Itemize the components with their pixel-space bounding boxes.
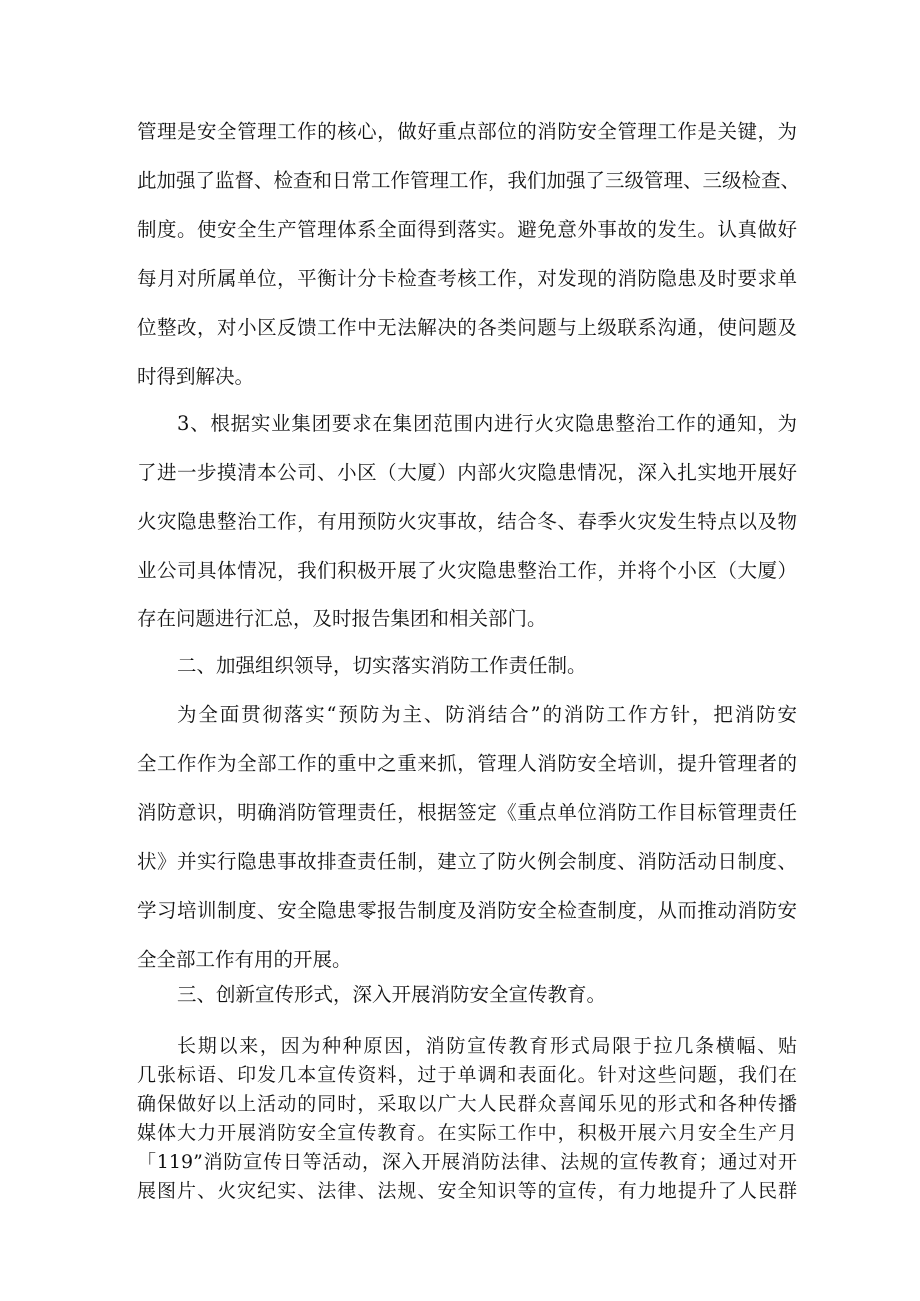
paragraph-line: 每月对所属单位，平衡计分卡检查考核工作，对发现的消防隐患及时要求单 [137,267,797,290]
paragraph-line: 时得到解决。 [137,365,255,388]
paragraph-line: 3、根据实业集团要求在集团范围内进行火灾隐患整治工作的通知，为 [177,412,797,435]
paragraph-line: 存在问题进行汇总，及时报告集团和相关部门。 [137,607,547,630]
paragraph-line: 全工作作为全部工作的重中之重来抓，管理人消防安全培训，提升管理者的 [137,752,797,775]
paragraph-line: 媒体大力开展消防安全宣传教育。在实际工作中，积极开展六月安全生产月 [137,1122,797,1144]
paragraph-line: 展图片、火灾纪实、法律、法规、安全知识等的宣传，有力地提升了人民群 [137,1180,797,1202]
paragraph-line: 状》并实行隐患事故排查责任制，建立了防火例会制度、消防活动日制度、 [137,850,797,873]
section-heading: 三、创新宣传形式，深入开展消防安全宣传教育。 [177,983,607,1006]
paragraph-line: 几张标语、印发几本宣传资料，过于单调和表面化。针对这些问题，我们在 [137,1064,797,1086]
section-heading: 二、加强组织领导，切实落实消防工作责任制。 [177,654,587,677]
paragraph-line: 业公司具体情况，我们积极开展了火灾隐患整治工作，并将个小区（大厦） [137,559,797,582]
paragraph-line: 消防意识，明确消防管理责任，根据签定《重点单位消防工作目标管理责任 [137,801,797,824]
paragraph-line: 管理是安全管理工作的核心，做好重点部位的消防安全管理工作是关键，为 [137,120,797,143]
paragraph-line: 「119”消防宣传日等活动，深入开展消防法律、法规的宣传教育；通过对开 [137,1151,797,1173]
paragraph-line: 此加强了监督、检查和日常工作管理工作，我们加强了三级管理、三级检查、 [137,169,801,192]
paragraph-line: 学习培训制度、安全隐患零报告制度及消防安全检查制度，从而推动消防安 [137,899,797,922]
paragraph-line: 确保做好以上活动的同时，采取以广大人民群众喜闻乐见的形式和各种传播 [137,1093,797,1115]
paragraph-line: 位整改，对小区反馈工作中无法解决的各类问题与上级联系沟通，使问题及 [137,316,797,339]
paragraph-line: 为全面贯彻落实“预防为主、防消结合”的消防工作方针，把消防安 [177,703,797,726]
paragraph-line: 全全部工作有用的开展。 [137,948,352,971]
paragraph-line: 制度。使安全生产管理体系全面得到落实。避免意外事故的发生。认真做好 [137,218,797,241]
paragraph-line: 了进一步摸清本公司、小区（大厦）内部火灾隐患情况，深入扎实地开展好 [137,461,797,484]
paragraph-line: 长期以来，因为种种原因，消防宣传教育形式局限于拉几条横幅、贴 [177,1035,797,1057]
paragraph-line: 火灾隐患整治工作，有用预防火灾事故，结合冬、春季火灾发生特点以及物 [137,510,797,533]
